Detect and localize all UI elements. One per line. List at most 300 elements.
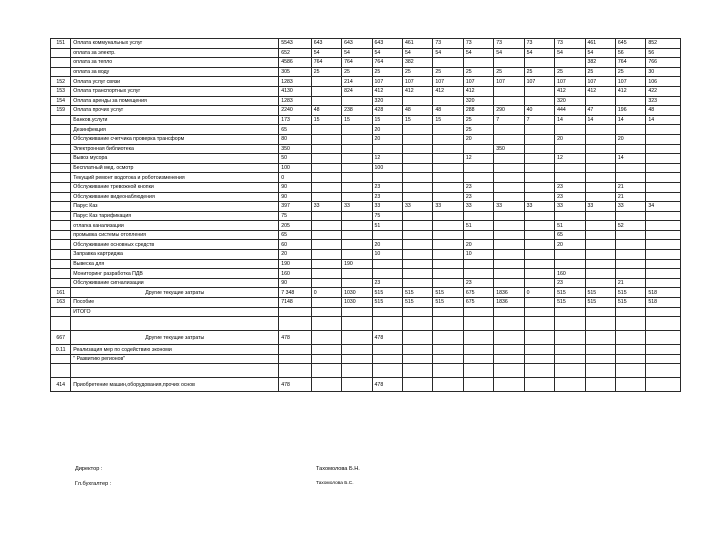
row-month-value	[311, 269, 341, 279]
row-total	[279, 345, 311, 355]
row-month-value	[402, 182, 432, 192]
row-month-value	[524, 86, 554, 96]
row-month-value	[342, 250, 372, 260]
row-month-value	[646, 331, 681, 345]
row-month-value	[646, 192, 681, 202]
row-total: 205	[279, 221, 311, 231]
row-month-value: 106	[646, 77, 681, 87]
row-month-value	[585, 331, 615, 345]
row-total: 190	[279, 259, 311, 269]
row-month-value	[494, 192, 524, 202]
row-month-value	[555, 58, 585, 68]
row-month-value	[646, 134, 681, 144]
row-month-value: 33	[433, 202, 463, 212]
row-month-value	[615, 354, 645, 364]
row-month-value: 15	[433, 115, 463, 125]
row-name: Мониторинг разработка ПДВ	[71, 269, 279, 279]
row-month-value	[585, 317, 615, 331]
row-month-value: 412	[463, 86, 493, 96]
row-month-value	[585, 192, 615, 202]
row-month-value	[342, 173, 372, 183]
row-name: Оплата прочих услуг	[71, 106, 279, 116]
row-month-value	[524, 240, 554, 250]
row-name: оплата за воду	[71, 67, 279, 77]
row-month-value: 643	[372, 39, 402, 49]
row-month-value	[433, 192, 463, 202]
director-label: Директор :	[75, 466, 103, 472]
row-month-value	[646, 259, 681, 269]
row-total: 478	[279, 331, 311, 345]
row-month-value	[433, 134, 463, 144]
row-month-value	[342, 278, 372, 288]
row-month-value: 852	[646, 39, 681, 49]
row-code	[51, 192, 71, 202]
row-month-value	[402, 230, 432, 240]
row-name: Другие текущие затраты	[71, 331, 279, 345]
row-month-value: 25	[463, 115, 493, 125]
row-month-value	[646, 221, 681, 231]
row-month-value	[555, 144, 585, 154]
row-month-value	[463, 354, 493, 364]
row-month-value: 10	[463, 250, 493, 260]
row-month-value	[311, 259, 341, 269]
row-code	[51, 125, 71, 135]
row-month-value: 14	[615, 115, 645, 125]
row-month-value: 20	[372, 125, 402, 135]
row-month-value: 515	[402, 288, 432, 298]
row-month-value	[615, 96, 645, 106]
row-total: 90	[279, 182, 311, 192]
row-month-value: 33	[342, 202, 372, 212]
row-month-value: 33	[311, 202, 341, 212]
row-month-value	[524, 173, 554, 183]
row-month-value	[402, 269, 432, 279]
row-month-value	[433, 250, 463, 260]
row-month-value	[646, 278, 681, 288]
row-month-value	[615, 230, 645, 240]
row-month-value	[555, 173, 585, 183]
row-month-value: 54	[463, 48, 493, 58]
table-row	[51, 364, 681, 378]
row-month-value	[585, 154, 615, 164]
row-month-value	[311, 144, 341, 154]
row-month-value	[555, 364, 585, 378]
row-month-value: 107	[524, 77, 554, 87]
row-month-value	[524, 192, 554, 202]
row-month-value	[585, 259, 615, 269]
row-month-value	[402, 154, 432, 164]
row-month-value	[524, 230, 554, 240]
table-row	[51, 77, 681, 87]
table-row	[51, 211, 681, 221]
row-month-value	[402, 378, 432, 392]
row-month-value	[433, 125, 463, 135]
row-code	[51, 67, 71, 77]
table-row	[51, 163, 681, 173]
row-month-value	[463, 378, 493, 392]
row-month-value	[524, 307, 554, 317]
table-row	[51, 86, 681, 96]
row-month-value	[585, 364, 615, 378]
row-month-value	[524, 259, 554, 269]
table-row	[51, 250, 681, 260]
row-month-value: 412	[433, 86, 463, 96]
row-name: Обслуживание сигнализации	[71, 278, 279, 288]
row-month-value	[402, 307, 432, 317]
row-month-value: 23	[372, 182, 402, 192]
row-month-value: 10	[372, 250, 402, 260]
row-month-value	[342, 182, 372, 192]
row-month-value: 107	[463, 77, 493, 87]
row-month-value	[555, 307, 585, 317]
row-month-value	[524, 163, 554, 173]
row-month-value: 54	[342, 48, 372, 58]
row-name: Электронная библиотека	[71, 144, 279, 154]
row-month-value	[402, 163, 432, 173]
table-row	[51, 259, 681, 269]
row-name: Дезинфекция	[71, 125, 279, 135]
row-month-value: 48	[433, 106, 463, 116]
row-month-value	[615, 259, 645, 269]
row-month-value: 48	[402, 106, 432, 116]
row-month-value	[494, 331, 524, 345]
row-month-value: 196	[615, 106, 645, 116]
row-month-value	[494, 86, 524, 96]
row-code	[51, 364, 71, 378]
row-month-value	[494, 307, 524, 317]
row-name: Вывоз мусора	[71, 154, 279, 164]
row-month-value: 73	[524, 39, 554, 49]
row-month-value	[433, 154, 463, 164]
row-month-value: 34	[646, 202, 681, 212]
row-month-value: 160	[555, 269, 585, 279]
row-month-value	[524, 345, 554, 355]
row-month-value: 643	[311, 39, 341, 49]
table-row	[51, 345, 681, 355]
row-month-value	[342, 230, 372, 240]
row-month-value: 382	[402, 58, 432, 68]
row-month-value: 824	[342, 86, 372, 96]
row-month-value: 23	[463, 182, 493, 192]
row-month-value	[342, 221, 372, 231]
row-month-value	[433, 307, 463, 317]
row-month-value: 54	[585, 48, 615, 58]
table-body	[51, 39, 681, 392]
row-code	[51, 134, 71, 144]
row-month-value	[402, 345, 432, 355]
row-code	[51, 115, 71, 125]
row-total: 4586	[279, 58, 311, 68]
row-month-value: 1030	[342, 288, 372, 298]
row-code	[51, 269, 71, 279]
row-month-value	[342, 125, 372, 135]
row-month-value: 56	[615, 48, 645, 58]
row-total: 652	[279, 48, 311, 58]
row-month-value	[402, 278, 432, 288]
row-month-value	[646, 144, 681, 154]
row-month-value: 412	[615, 86, 645, 96]
row-month-value	[585, 211, 615, 221]
row-month-value	[585, 378, 615, 392]
row-month-value: 107	[615, 77, 645, 87]
row-month-value: 515	[615, 298, 645, 308]
row-name: Пособие	[71, 298, 279, 308]
row-month-value	[494, 378, 524, 392]
row-month-value	[311, 378, 341, 392]
row-month-value: 320	[372, 96, 402, 106]
row-month-value	[494, 354, 524, 364]
table-row	[51, 378, 681, 392]
table-row	[51, 125, 681, 135]
row-total: 1283	[279, 77, 311, 87]
row-month-value	[311, 125, 341, 135]
row-month-value	[555, 378, 585, 392]
row-month-value: 33	[615, 202, 645, 212]
row-month-value	[585, 250, 615, 260]
row-month-value: 23	[372, 192, 402, 202]
row-month-value	[585, 96, 615, 106]
table-row	[51, 182, 681, 192]
row-month-value: 422	[646, 86, 681, 96]
row-month-value	[494, 163, 524, 173]
row-name: оплата за электр.	[71, 48, 279, 58]
row-month-value	[615, 269, 645, 279]
row-month-value	[615, 378, 645, 392]
row-month-value	[311, 345, 341, 355]
row-month-value	[585, 134, 615, 144]
row-month-value: 7	[524, 115, 554, 125]
row-month-value	[433, 331, 463, 345]
row-month-value	[402, 211, 432, 221]
row-month-value	[615, 163, 645, 173]
row-name	[71, 317, 279, 331]
director-name: Тахомолова Б.Н.	[316, 466, 360, 472]
row-month-value: 15	[402, 115, 432, 125]
row-month-value	[524, 354, 554, 364]
row-month-value	[555, 317, 585, 331]
row-month-value: 1030	[342, 298, 372, 308]
row-month-value	[311, 250, 341, 260]
row-month-value: 23	[555, 278, 585, 288]
row-month-value: 515	[433, 298, 463, 308]
row-month-value: 54	[494, 48, 524, 58]
table-row	[51, 192, 681, 202]
table-row	[51, 298, 681, 308]
row-month-value: 14	[585, 115, 615, 125]
row-month-value: 323	[646, 96, 681, 106]
row-name: Банков.услуги	[71, 115, 279, 125]
row-month-value: 214	[342, 77, 372, 87]
row-month-value	[402, 134, 432, 144]
row-month-value	[402, 96, 432, 106]
row-month-value: 107	[372, 77, 402, 87]
row-month-value: 73	[555, 39, 585, 49]
row-month-value	[615, 345, 645, 355]
row-name: " Развитию регионов"	[71, 354, 279, 364]
table-row	[51, 354, 681, 364]
row-month-value: 1836	[494, 288, 524, 298]
row-month-value	[342, 211, 372, 221]
row-month-value	[555, 211, 585, 221]
row-month-value: 47	[585, 106, 615, 116]
row-month-value	[494, 240, 524, 250]
row-month-value	[585, 345, 615, 355]
row-month-value	[524, 378, 554, 392]
row-month-value: 48	[646, 106, 681, 116]
row-month-value: 643	[342, 39, 372, 49]
row-month-value	[402, 240, 432, 250]
row-month-value: 25	[402, 67, 432, 77]
row-month-value	[494, 125, 524, 135]
row-month-value	[615, 144, 645, 154]
row-month-value	[433, 240, 463, 250]
row-month-value	[311, 278, 341, 288]
row-month-value: 33	[402, 202, 432, 212]
row-total	[279, 354, 311, 364]
row-month-value: 238	[342, 106, 372, 116]
row-month-value: 25	[555, 67, 585, 77]
row-month-value: 1836	[494, 298, 524, 308]
row-month-value	[433, 317, 463, 331]
row-month-value	[555, 250, 585, 260]
row-month-value	[372, 259, 402, 269]
row-month-value	[646, 211, 681, 221]
row-month-value: 0	[524, 288, 554, 298]
row-month-value	[463, 331, 493, 345]
row-month-value	[402, 364, 432, 378]
row-code	[51, 307, 71, 317]
row-month-value: 675	[463, 298, 493, 308]
row-month-value	[372, 230, 402, 240]
row-code	[51, 230, 71, 240]
row-month-value	[494, 278, 524, 288]
row-month-value	[342, 154, 372, 164]
row-name: Другие текущие затраты	[71, 288, 279, 298]
row-month-value	[433, 259, 463, 269]
row-month-value: 107	[585, 77, 615, 87]
row-month-value	[311, 364, 341, 378]
row-month-value: 73	[433, 39, 463, 49]
row-month-value	[494, 364, 524, 378]
row-month-value	[342, 331, 372, 345]
row-code	[51, 144, 71, 154]
row-code: 154	[51, 96, 71, 106]
row-month-value	[433, 211, 463, 221]
row-month-value	[585, 230, 615, 240]
row-month-value: 461	[402, 39, 432, 49]
row-month-value: 20	[463, 240, 493, 250]
row-month-value: 15	[372, 115, 402, 125]
row-month-value	[494, 259, 524, 269]
row-month-value	[585, 173, 615, 183]
row-month-value	[646, 269, 681, 279]
row-total	[279, 307, 311, 317]
row-month-value	[433, 378, 463, 392]
row-month-value	[433, 364, 463, 378]
row-month-value: 51	[463, 221, 493, 231]
row-month-value	[311, 163, 341, 173]
row-month-value	[585, 269, 615, 279]
row-month-value	[524, 211, 554, 221]
row-month-value	[402, 173, 432, 183]
table-row	[51, 106, 681, 116]
row-month-value	[342, 269, 372, 279]
row-month-value: 515	[585, 298, 615, 308]
row-month-value: 54	[555, 48, 585, 58]
row-month-value	[372, 307, 402, 317]
table-row	[51, 230, 681, 240]
row-month-value: 54	[372, 48, 402, 58]
row-month-value	[433, 354, 463, 364]
row-month-value	[463, 307, 493, 317]
table-row	[51, 48, 681, 58]
row-month-value: 20	[372, 240, 402, 250]
row-month-value	[311, 230, 341, 240]
row-month-value	[311, 134, 341, 144]
row-month-value	[433, 163, 463, 173]
table-row	[51, 288, 681, 298]
row-month-value	[433, 278, 463, 288]
row-month-value: 33	[585, 202, 615, 212]
row-code: 414	[51, 378, 71, 392]
row-name: Обслуживание основных средств	[71, 240, 279, 250]
row-total: 65	[279, 230, 311, 240]
row-code	[51, 317, 71, 331]
row-month-value: 290	[494, 106, 524, 116]
row-month-value	[372, 354, 402, 364]
row-month-value	[342, 345, 372, 355]
row-month-value: 25	[433, 67, 463, 77]
row-month-value: 14	[555, 115, 585, 125]
table-row	[51, 154, 681, 164]
row-name: Обслуживание тревожной кнопки	[71, 182, 279, 192]
row-month-value	[524, 96, 554, 106]
row-month-value: 25	[494, 67, 524, 77]
row-month-value: 23	[372, 278, 402, 288]
accountant-label: Гл.бухгалтер :	[75, 481, 112, 487]
row-month-value	[311, 221, 341, 231]
row-month-value: 23	[463, 192, 493, 202]
row-month-value	[311, 298, 341, 308]
row-total: 50	[279, 154, 311, 164]
row-name: ИТОГО	[71, 307, 279, 317]
row-total: 478	[279, 378, 311, 392]
row-month-value	[494, 154, 524, 164]
row-month-value	[402, 354, 432, 364]
row-month-value	[433, 58, 463, 68]
row-total: 100	[279, 163, 311, 173]
row-code	[51, 48, 71, 58]
row-month-value	[402, 331, 432, 345]
row-code: 159	[51, 106, 71, 116]
row-month-value: 515	[433, 288, 463, 298]
row-month-value: 25	[585, 67, 615, 77]
row-total: 80	[279, 134, 311, 144]
row-code	[51, 259, 71, 269]
row-month-value: 478	[372, 378, 402, 392]
row-month-value: 14	[615, 154, 645, 164]
row-code	[51, 163, 71, 173]
row-month-value	[494, 96, 524, 106]
row-month-value: 7	[494, 115, 524, 125]
row-code: 152	[51, 77, 71, 87]
row-month-value	[342, 317, 372, 331]
row-month-value	[433, 144, 463, 154]
row-month-value	[433, 221, 463, 231]
row-month-value	[342, 354, 372, 364]
row-month-value: 30	[646, 67, 681, 77]
row-total: 20	[279, 250, 311, 260]
